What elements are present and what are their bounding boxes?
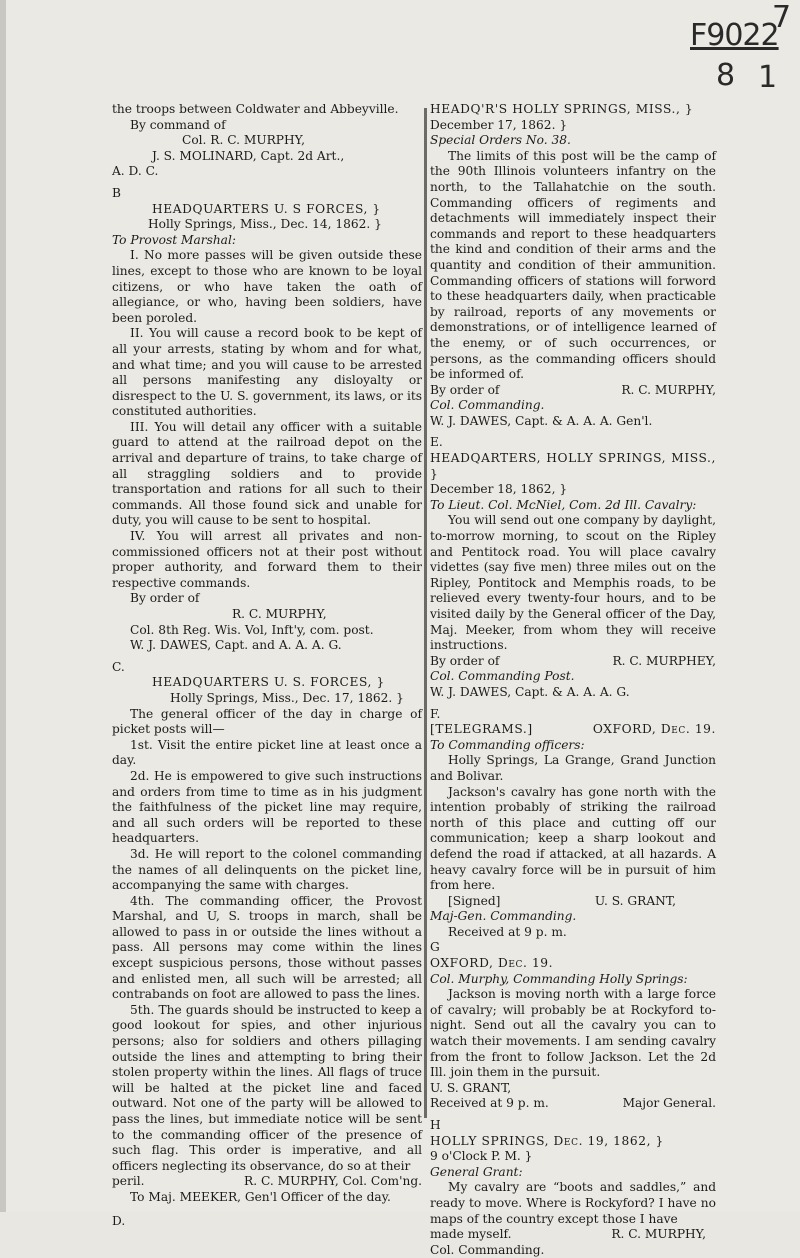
order-c-para-2: 2d. He is empowered to give such instructions and orders from time to time as in his judgment the faithfulness of the picket line may require, and all such orders will be reported to these headquarters. — [112, 768, 422, 846]
order-b-para-1: I. No more passes will be given outside these lines, except to those who are known to be loyal citizens, or who have taken the oath of allegiance, or who, having been soldiers, have been poroled. — [112, 248, 422, 325]
handwritten-mark: 1 — [758, 60, 778, 95]
handwritten-id: F9022 — [690, 18, 779, 53]
order-c-date: Holly Springs, Miss., Dec. 17, 1862. } — [112, 691, 422, 707]
handwritten-page-number: 7 — [772, 0, 792, 35]
order-e-heading: HEADQARTERS, HOLLY SPRINGS, MISS., } — [430, 451, 716, 482]
order-f-letter: F. — [430, 706, 441, 721]
order-e-signature: R. C. MURPHEY, — [612, 653, 716, 668]
order-g-place: OXFORD, Dec. 19. — [430, 956, 554, 971]
order-b-para-3: III. You will detail any officer with a suitable guard to attend at the railroad depot on the arrival and departure of trains, to take charge of all straggling soldiers and to provide transportation and rations for all such to their commands. All those found sick and unable for duty, you will cause to be sent to hospital. — [112, 419, 422, 528]
order-h-closing-row — [430, 1227, 716, 1243]
order-c-signature: R. C. MURPHY, Col. Com'ng. — [244, 1174, 422, 1189]
order-b-adjutant: W. J. DAWES, Capt. and A. A. A. G. — [130, 638, 342, 653]
right-column — [430, 102, 716, 1258]
scan-edge — [0, 0, 6, 1212]
order-g-addressee: Col. Murphy, Commanding Holly Springs: — [430, 971, 688, 986]
order-f-signature: U. S. GRANT, — [594, 893, 676, 908]
order-f-signed: [Signed] — [448, 893, 501, 908]
lead-line: the troops between Coldwater and Abbeyville. — [112, 102, 399, 116]
order-a-special: Special Orders No. 38. — [430, 133, 571, 148]
order-h-letter: H — [430, 1118, 441, 1132]
by-command: By command of — [130, 117, 226, 132]
order-c-para-1: 1st. Visit the entire picket line at least once a day. — [112, 737, 422, 768]
order-h-heading: HOLLY SPRINGS, Dec. 19, 1862, } — [430, 1134, 716, 1150]
order-g-letter: G — [430, 940, 440, 955]
left-column — [112, 102, 422, 1229]
order-a-signature-title: Col. Commanding. — [430, 398, 545, 413]
order-g-para-1: Jackson is moving north with a large force of cavalry; will probably be at Rockyford to-night. Send out all the cavalry you can to watch their movements. I am sending cavalry from the front to follow Jackson. Let the 2d Ill. join them in the pursuit. — [430, 987, 716, 1080]
order-g-received-row — [430, 1096, 716, 1112]
order-a-date: December 17, 1862. } — [430, 118, 716, 134]
order-h-signature-title: Col. Commanding. — [430, 1242, 545, 1257]
order-g-received: Received at 9 p. m. — [430, 1096, 549, 1111]
order-e-adjutant: W. J. DAWES, Capt. & A. A. A. G. — [430, 684, 630, 699]
order-e-by-order-row — [430, 654, 716, 670]
order-b-heading: HEADQUARTERS U. S FORCES, } — [112, 202, 422, 218]
order-e-addressee: To Lieut. Col. McNiel, Com. 2d Ill. Cavalry: — [430, 497, 697, 512]
order-e-letter: E. — [430, 435, 443, 450]
order-c-intro: The general officer of the day in charge of picket posts will— — [112, 706, 422, 737]
order-h-addressee: General Grant: — [430, 1164, 523, 1179]
order-e-signature-title: Col. Commanding Post. — [430, 669, 575, 684]
order-e-by-order: By order of — [430, 653, 500, 668]
handwritten-sub: 8 — [716, 58, 736, 93]
order-d-letter: D. — [112, 1213, 126, 1228]
order-f-signature-title: Maj-Gen. Commanding. — [430, 909, 577, 924]
order-a-heading: HEADQ'R'S HOLLY SPRINGS, MISS., } — [430, 102, 716, 118]
order-g-signature: U. S. GRANT, — [430, 1080, 512, 1095]
order-f-received: Received at 9 p. m. — [448, 924, 567, 939]
column-rule — [424, 108, 427, 1118]
order-c-letter: C. — [112, 659, 125, 674]
order-f-header-row — [430, 722, 716, 738]
order-c-heading: HEADQUARTERS U. S. FORCES, } — [112, 675, 422, 691]
order-f-signed-row — [430, 894, 716, 910]
order-a-by-order: By order of — [430, 382, 500, 397]
order-f-para-1: Jackson's cavalry has gone north with the intention probably of striking the railroad north of this place and cutting off our communication; keep a sharp lookout and defend the road if attacked, at all hazards. A heavy cavalry force will be in pursuit of him from here. — [430, 784, 716, 893]
order-c-para-5: 5th. The guards should be instructed to keep a good lookout for spies, and other injurious persons; also for soldiers and others pillaging outside the lines and attempting to bring their stolen property within the lines. All flags of truce will be halted at the picket line and faced outward. Not one of the party will be allowed to pass the lines, but immediate notice will be sent to the commanding officer of the presence of such flag. This order is imperative, and all officers neglecting its observance, do so at their — [112, 1002, 422, 1173]
order-c-peril: peril. — [112, 1174, 145, 1189]
order-e-para-1: You will send out one company by daylight, to-morrow morning, to scout on the Ripley and Pentitock road. You will place cavalry videttes (say five men) three miles out on the Ripley, Pontitock and Memphis roads, to be relieved every twenty-four hours, and to be visited daily by the General officer of the Day, Maj. Meeker, from whom they will receive instructions. — [430, 513, 716, 653]
order-a-signature: R. C. MURPHY, — [621, 382, 716, 397]
order-a-para-1: The limits of this post will be the camp of the 90th Illinois volunteers infantry on the north, to the Tallahatchie on the south. Commanding officers of regiments and detachments will immediately inspect their commands and report to these headquarters the kind and condition of their arms and the quantity and condition of their ammunition. Commanding officers of stations will forword to these headquarters daily, when practicable by railroad, reports of any movements or demonstrations, or of intelligence learned of the enemy, or of such occurrences, or persons, as the commanding officers should be informed of. — [430, 148, 716, 382]
order-g-signature-title: Major General. — [622, 1096, 716, 1111]
order-f-place: OXFORD, Dec. 19. — [592, 722, 716, 737]
order-b-addressee: To Provost Marshal: — [112, 232, 236, 247]
order-h-para-1: My cavalry are “boots and saddles,” and ready to move. Where is Rockyford? I have no maps of the country except those I have — [430, 1180, 716, 1226]
order-b-by-order: By order of — [130, 591, 200, 606]
order-c-para-3: 3d. He will report to the colonel commanding the names of all delinquents on the picket line, accompanying the same with charges. — [112, 846, 422, 893]
order-f-para-0: Holly Springs, La Grange, Grand Junction and Bolivar. — [430, 753, 716, 783]
order-c-closing — [112, 1174, 422, 1190]
order-a-by-order-row — [430, 383, 716, 399]
order-b-para-2: II. You will cause a record book to be kept of all your arrests, stating by whom and for what, and what time; and you will cause to be arrested all persons manifesting any disloyalty or disrespect to the U. S. government, its laws, or its constituted authorities. — [112, 326, 422, 419]
order-b-para-4: IV. You will arrest all privates and non-commissioned officers not at their post without proper authority, and forward them to their respective commands. — [112, 529, 422, 590]
order-c-para-4: 4th. The commanding officer, the Provost Marshal, and U, S. troops in march, shall be allowed to pass in or outside the lines without a pass. All persons may come within the lines except suspicious persons, those without passes and enlisted men, all such will be arrested; all contrabands on foot are allowed to pass the lines. — [112, 893, 422, 1002]
order-e-date: December 18, 1862, } — [430, 482, 716, 498]
order-c-to: To Maj. MEEKER, Gen'l Officer of the day. — [130, 1189, 391, 1204]
order-b-signature: R. C. MURPHY, — [232, 607, 327, 621]
order-b-date: Holly Springs, Miss., Dec. 14, 1862. } — [112, 217, 422, 233]
order-b-letter: B — [112, 185, 121, 200]
order-h-time: 9 o'Clock P. M. } — [430, 1149, 716, 1165]
order-f-telegrams: [TELEGRAMS.] — [430, 722, 533, 737]
command-name: Col. R. C. MURPHY, — [182, 133, 305, 148]
order-h-closing: made myself. — [430, 1227, 512, 1242]
order-a-adjutant: W. J. DAWES, Capt. & A. A. A. Gen'l. — [430, 413, 653, 428]
command-signature: J. S. MOLINARD, Capt. 2d Art., — [152, 148, 345, 163]
order-b-signature-title: Col. 8th Reg. Wis. Vol, Inft'y, com. post. — [130, 622, 374, 637]
order-f-addressee: To Commanding officers: — [430, 737, 585, 752]
command-title: A. D. C. — [112, 164, 159, 179]
order-h-signature: R. C. MURPHY, — [611, 1227, 706, 1242]
